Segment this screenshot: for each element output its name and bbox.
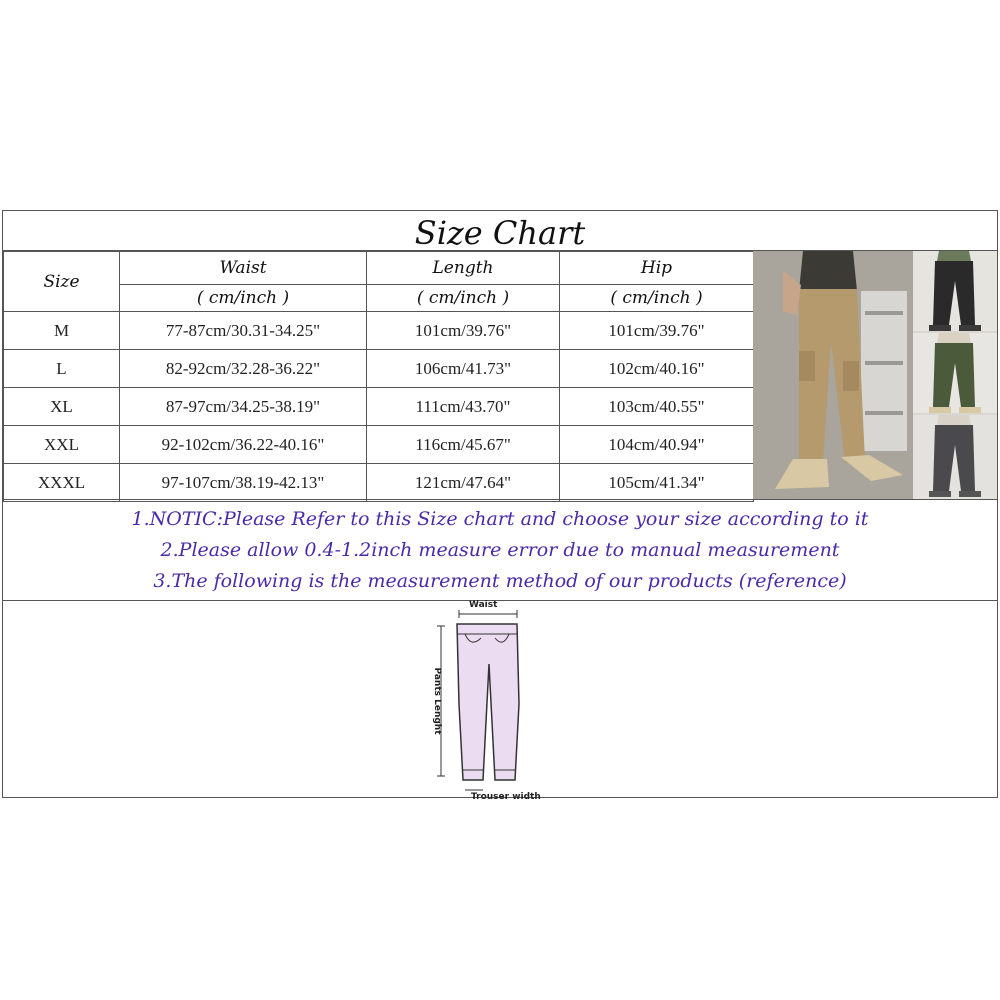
model-photo-main <box>753 251 913 499</box>
trouser-width-label: Trouser width <box>471 792 541 802</box>
measurement-diagram <box>421 600 551 802</box>
waist-label: Waist <box>469 600 498 610</box>
cell-length: 106cm/41.73" <box>367 350 560 388</box>
header-hip: Hip <box>560 252 754 285</box>
header-unit-length: ( cm/inch ) <box>367 285 560 312</box>
size-chart-sheet <box>2 210 998 802</box>
cell-waist: 97-107cm/38.19-42.13" <box>120 464 367 502</box>
size-table <box>3 251 754 502</box>
cell-length: 111cm/43.70" <box>367 388 560 426</box>
cell-waist: 92-102cm/36.22-40.16" <box>120 426 367 464</box>
product-photo <box>753 251 997 499</box>
cell-size: XXL <box>4 426 120 464</box>
table-row <box>4 388 754 426</box>
header-waist: Waist <box>120 252 367 285</box>
model-photo-green <box>913 333 997 413</box>
table-row <box>4 312 754 350</box>
cell-waist: 82-92cm/32.28-36.22" <box>120 350 367 388</box>
cell-hip: 104cm/40.94" <box>560 426 754 464</box>
cell-hip: 103cm/40.55" <box>560 388 754 426</box>
header-length: Length <box>367 252 560 285</box>
cell-length: 121cm/47.64" <box>367 464 560 502</box>
notes-section <box>3 499 997 601</box>
note-2: 2.Please allow 0.4-1.2inch measure error due to manual measurement <box>160 539 840 561</box>
cell-size: XXXL <box>4 464 120 502</box>
table-row <box>4 350 754 388</box>
table-row <box>4 426 754 464</box>
note-3: 3.The following is the measurement method of our products (reference) <box>153 570 847 592</box>
cell-size: M <box>4 312 120 350</box>
cell-hip: 101cm/39.76" <box>560 312 754 350</box>
model-photo-grey <box>913 415 997 499</box>
cell-size: XL <box>4 388 120 426</box>
cell-length: 101cm/39.76" <box>367 312 560 350</box>
chart-title: Size Chart <box>3 211 997 251</box>
header-unit-hip: ( cm/inch ) <box>560 285 754 312</box>
cell-size: L <box>4 350 120 388</box>
note-1: 1.NOTIC:Please Refer to this Size chart and choose your size according to it <box>131 508 869 530</box>
cell-length: 116cm/45.67" <box>367 426 560 464</box>
cell-hip: 102cm/40.16" <box>560 350 754 388</box>
pants-length-label: Pants Lenght <box>432 667 442 735</box>
header-size: Size <box>4 252 120 312</box>
header-unit-waist: ( cm/inch ) <box>120 285 367 312</box>
table-row <box>4 464 754 502</box>
cell-hip: 105cm/41.34" <box>560 464 754 502</box>
cell-waist: 87-97cm/34.25-38.19" <box>120 388 367 426</box>
model-photo-black <box>913 251 997 331</box>
cell-waist: 77-87cm/30.31-34.25" <box>120 312 367 350</box>
